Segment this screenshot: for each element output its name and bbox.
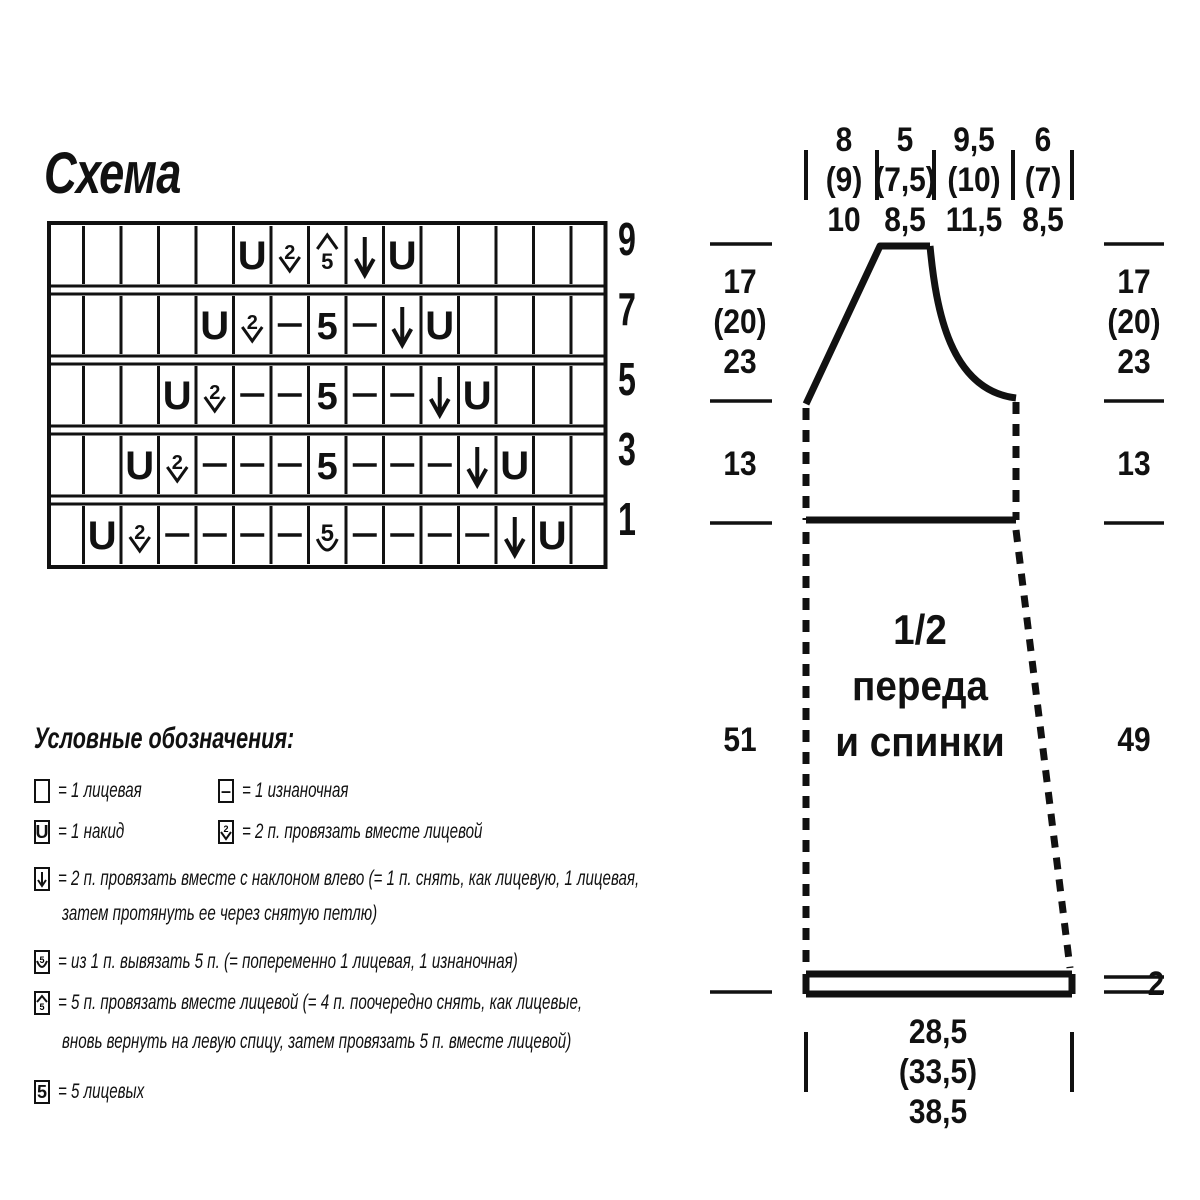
measure-value: 10 — [827, 201, 861, 239]
row-label-9: 9 — [618, 213, 636, 265]
measure-value: (10) — [947, 161, 1001, 199]
piece-label-line: и спинки — [835, 718, 1005, 765]
legend-k5-text: = 5 лицевых — [58, 1080, 145, 1103]
stitch-symbol: 5 — [321, 249, 334, 274]
measure-value: 11,5 — [945, 201, 1003, 239]
measure-value: 6 — [1034, 121, 1052, 159]
measure-value: 23 — [723, 343, 757, 381]
measure-top-armhole — [939, 120, 1009, 240]
measure-value: 38,5 — [908, 1093, 968, 1131]
measure-value: 9,5 — [953, 121, 995, 159]
measure-value: 8,5 — [1022, 201, 1064, 239]
legend-inc5-text: = из 1 п. вывязать 5 п. (= попеременно 1 лицевая, 1 изнаночная) — [58, 950, 518, 973]
stitch-symbol: U — [500, 444, 530, 488]
chart-title: Схема — [44, 141, 181, 206]
measure-value: (7) — [1024, 161, 1062, 199]
stitch-symbol: 2 — [246, 312, 258, 334]
stitch-symbol: U — [87, 514, 117, 558]
stitch-symbol: 5 — [316, 306, 338, 348]
yarn-over-icon: U — [34, 820, 50, 844]
row-label-5: 5 — [618, 353, 636, 405]
stitch-symbol: 2 — [134, 522, 146, 544]
stitch-symbol: 5 — [316, 376, 338, 418]
measure-value: 5 — [896, 121, 914, 159]
legend-title: Условные обозначения: — [34, 722, 295, 755]
legend-ssk-cont: затем протянуть ее через снятую петлю) — [62, 902, 378, 925]
piece-label-line: переда — [852, 662, 988, 709]
row-label-1: 1 — [618, 493, 636, 545]
measure-value: 8 — [835, 121, 853, 159]
measure-value: (7,5) — [874, 161, 936, 199]
row-label-3: 3 — [618, 423, 636, 475]
stitch-symbol: 2 — [171, 452, 183, 474]
measure-value: (20) — [1107, 303, 1161, 341]
measure-left-armhole: 13 — [723, 445, 757, 483]
stitch-symbol: U — [125, 444, 155, 488]
legend-dec5-cont: вновь вернуть на левую спицу, затем провязать 5 п. вместе лицевой) — [62, 1030, 572, 1053]
legend-purl-text: = 1 изнаночная — [242, 779, 349, 802]
stitch-symbol: U — [237, 234, 267, 278]
measure-top-side — [1014, 120, 1072, 240]
stitch-symbol: 2 — [209, 382, 221, 404]
piece-label-line: 1/2 — [893, 606, 947, 653]
measure-right-body: 49 — [1117, 721, 1151, 759]
legend-dec5-text: = 5 п. провязать вместе лицевой (= 4 п. поочередно снять, как лицевые, — [58, 991, 583, 1014]
measure-right-yoke — [1099, 262, 1169, 382]
measure-value: 8,5 — [884, 201, 926, 239]
measure-value: (33,5) — [898, 1053, 978, 1091]
svg-text:5: 5 — [39, 1002, 45, 1012]
measure-left-body: 51 — [723, 721, 757, 759]
piece-label — [819, 602, 1021, 770]
stitch-symbol: U — [537, 514, 567, 558]
measure-right-armhole: 13 — [1117, 445, 1151, 483]
five-knit-icon: 5 — [34, 1080, 50, 1104]
stitch-symbol: 5 — [316, 446, 338, 488]
legend-ssk-text: = 2 п. провязать вместе с наклоном влево (= 1 п. снять, как лицевую, 1 лицевая, — [58, 867, 640, 890]
measure-value: 28,5 — [908, 1013, 968, 1051]
stitch-symbol: 2 — [284, 242, 296, 264]
measure-bottom-width — [876, 1012, 999, 1132]
svg-text:2: 2 — [223, 824, 229, 834]
legend-knit-text: = 1 лицевая — [58, 779, 142, 802]
measure-top-neck-front — [874, 120, 936, 240]
legend-k2tog-text: = 2 п. провязать вместе лицевой — [242, 820, 483, 843]
measure-value: 23 — [1117, 343, 1151, 381]
measure-top-shoulder — [816, 120, 872, 240]
measure-value: 17 — [1117, 263, 1151, 301]
stitch-symbol: U — [387, 234, 417, 278]
measure-hem: 2 — [1147, 965, 1165, 1003]
stitch-symbol: U — [200, 304, 230, 348]
measure-left-yoke — [705, 262, 775, 382]
svg-text:5: 5 — [39, 955, 45, 965]
measure-value: (9) — [825, 161, 863, 199]
measure-value: 17 — [723, 263, 757, 301]
legend-yo-text: = 1 накид — [58, 820, 125, 843]
row-label-7: 7 — [618, 283, 636, 335]
measure-value: (20) — [713, 303, 767, 341]
stitch-symbol: U — [162, 374, 192, 418]
stitch-symbol: U — [425, 304, 455, 348]
stitch-symbol: 5 — [320, 520, 334, 547]
purl-symbol-icon: – — [218, 779, 234, 803]
stitch-symbol: U — [462, 374, 492, 418]
